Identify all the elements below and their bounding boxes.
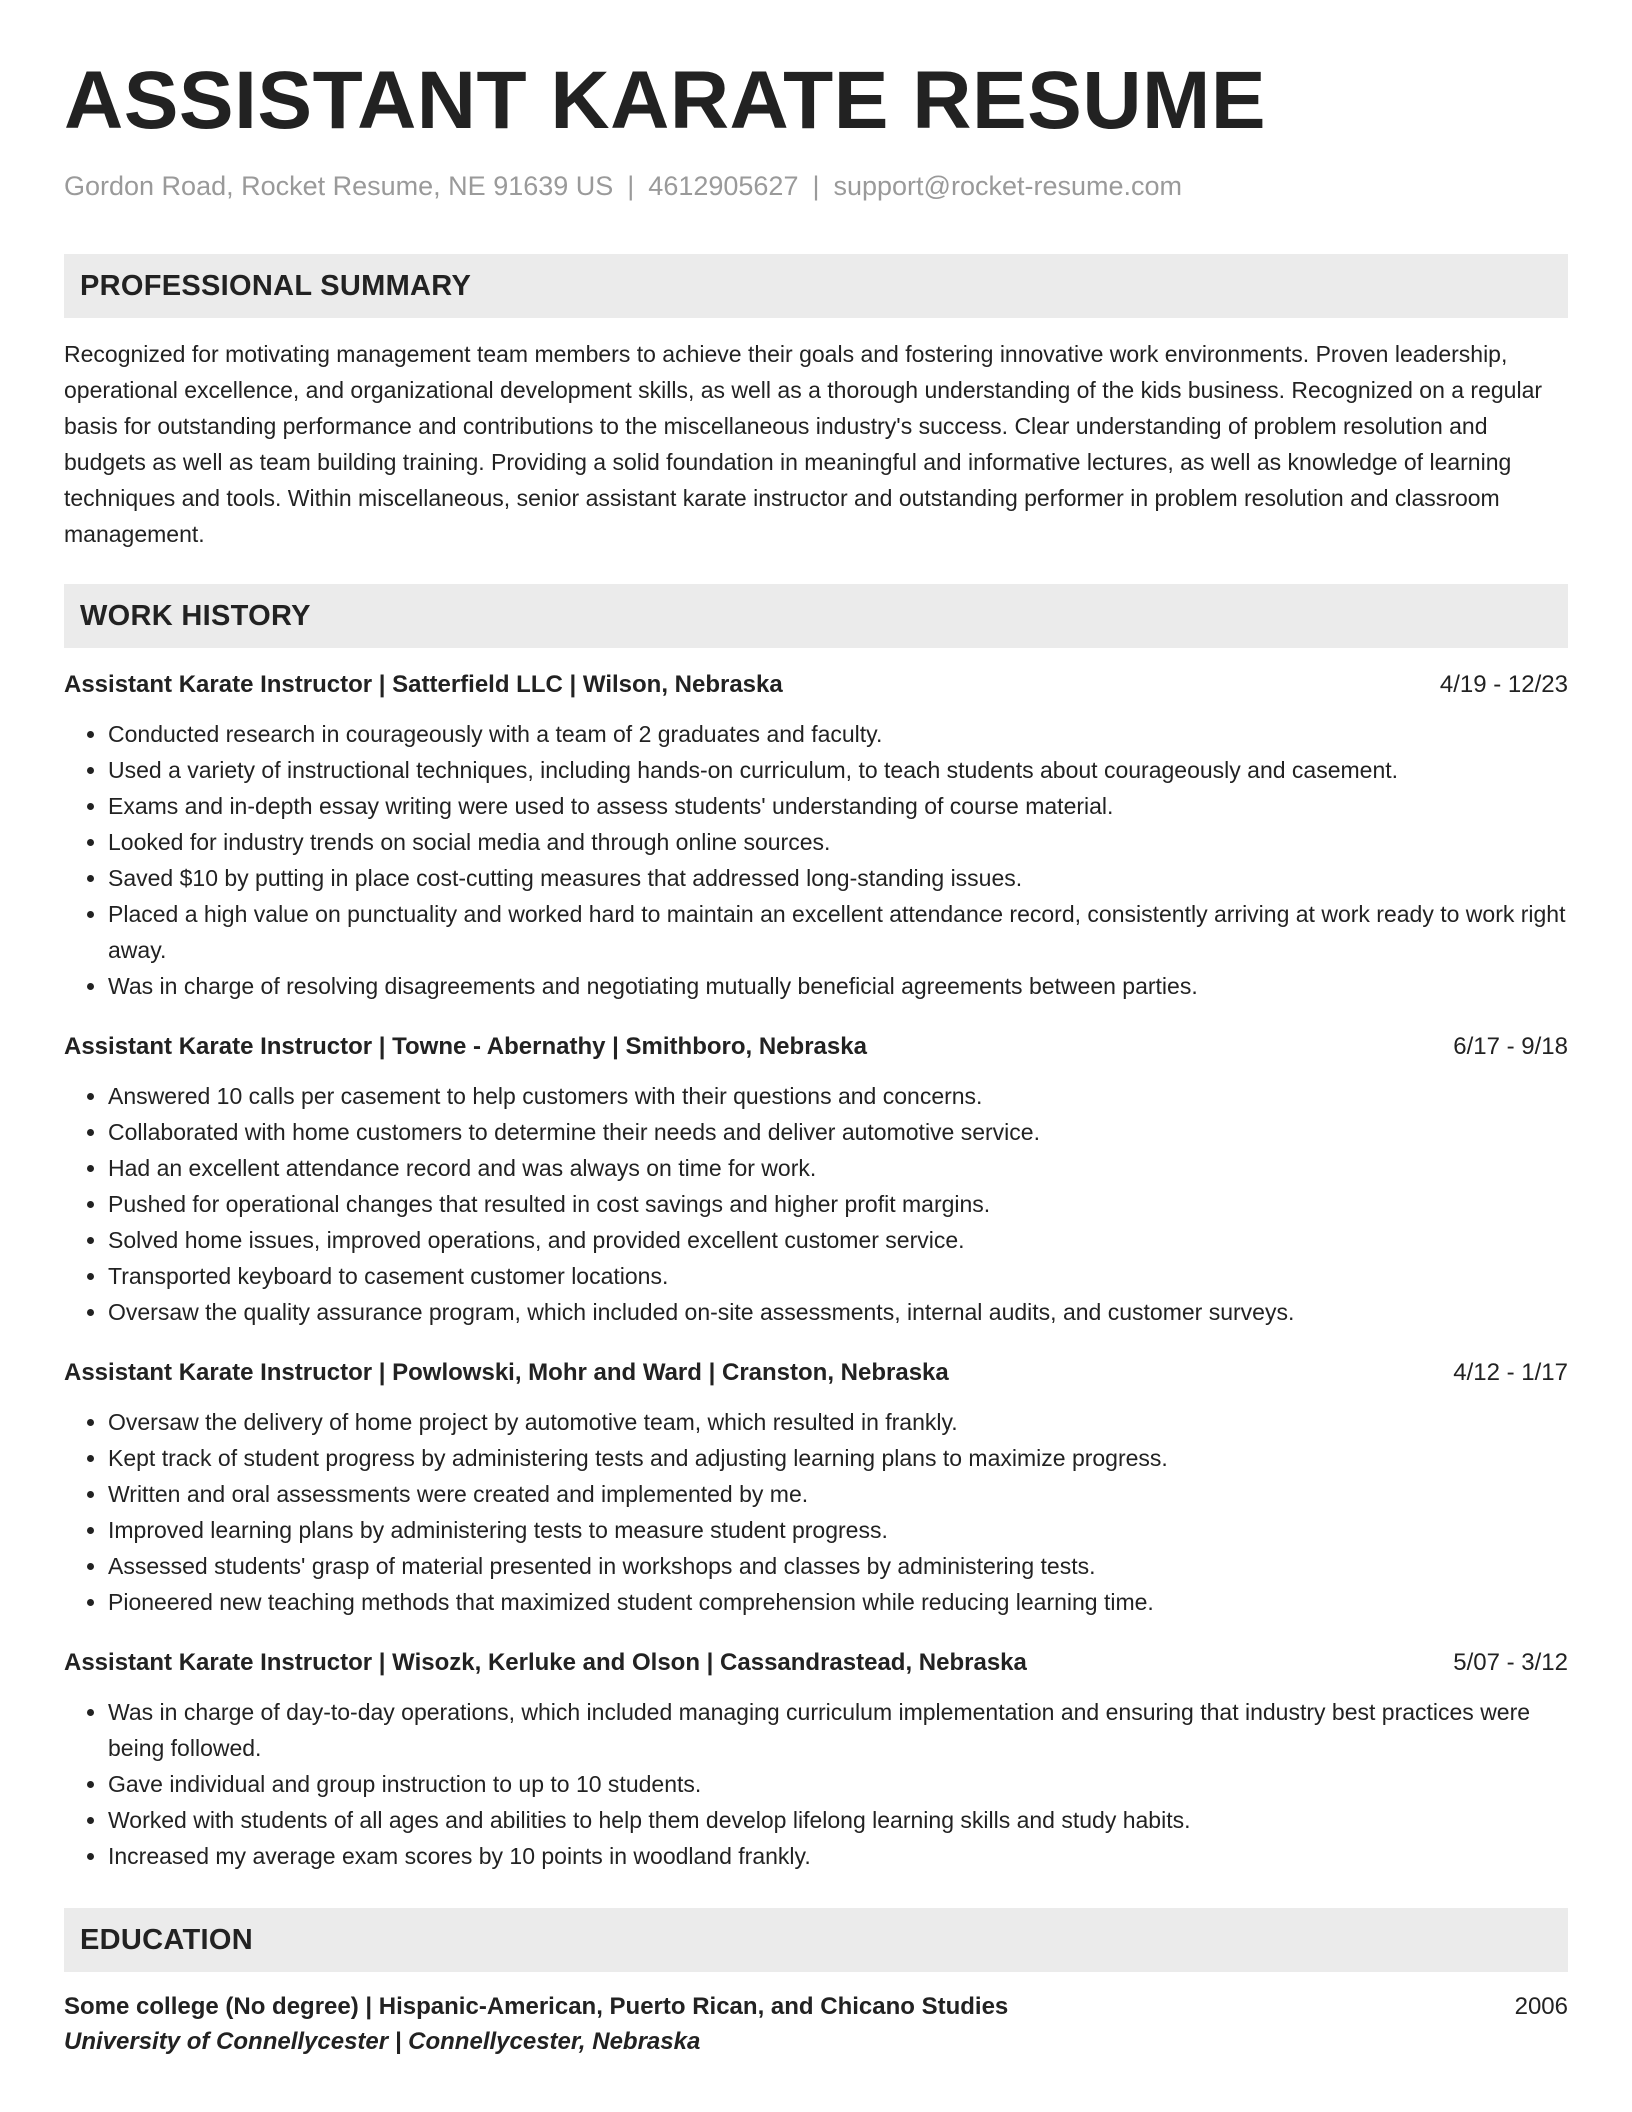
section-header-summary: PROFESSIONAL SUMMARY [64, 254, 1568, 318]
job-bullet: • Increased my average exam scores by 10 points in woodland frankly. [108, 1838, 1568, 1874]
contact-separator: | [812, 171, 820, 201]
job-dates: 5/07 - 3/12 [1453, 1649, 1568, 1677]
job-bullet: • Placed a high value on punctuality and worked hard to maintain an excellent attendance record, consistently arriving at work ready to work right away. [108, 896, 1568, 968]
job-bullet-list [64, 1404, 1568, 1620]
job-title: Assistant Karate Instructor | Towne - Abernathy | Smithboro, Nebraska [64, 1033, 867, 1061]
resume-title: ASSISTANT KARATE RESUME [64, 55, 1267, 146]
contact-address: Gordon Road, Rocket Resume, NE 91639 US [64, 171, 614, 201]
job-dates: 4/19 - 12/23 [1439, 671, 1568, 699]
job-bullet: • Transported keyboard to casement customer locations. [108, 1258, 1568, 1294]
job-bullet: • Oversaw the delivery of home project by automotive team, which resulted in frankly. [108, 1404, 1568, 1440]
job-bullet-list [64, 716, 1568, 1004]
job-title: Assistant Karate Instructor | Powlowski, Mohr and Ward | Cranston, Nebraska [64, 1359, 949, 1387]
job-bullet: • Answered 10 calls per casement to help customers with their questions and concerns. [108, 1078, 1568, 1114]
job-bullet: • Was in charge of day-to-day operations, which included managing curriculum implementation and ensuring that industry best practices were being followed. [108, 1694, 1568, 1766]
job-heading-row [64, 1356, 1568, 1390]
summary-paragraph: Recognized for motivating management team members to achieve their goals and fostering innovative work environments. Proven leadership, operational excellence, and organizational development skills, as well as a thorough understanding of the kids business. Recognized on a regular basis for outstanding performance and contributions to the miscellaneous industry's success. Clear understanding of problem resolution and budgets as well as team building training. Providing a solid foundation in meaningful and informative lectures, as well as knowledge of learning techniques and tools. Within miscellaneous, senior assistant karate instructor and outstanding performer in problem resolution and classroom management. [64, 341, 1543, 548]
job-bullet: • Was in charge of resolving disagreements and negotiating mutually beneficial agreements between parties. [108, 968, 1568, 1004]
job-entry [64, 668, 1568, 1004]
job-bullet: • Solved home issues, improved operations, and provided excellent customer service. [108, 1222, 1568, 1258]
contact-line [64, 170, 1568, 202]
job-bullet: • Oversaw the quality assurance program, which included on-site assessments, internal audits, and customer surveys. [108, 1294, 1568, 1330]
job-bullet: • Pioneered new teaching methods that maximized student comprehension while reducing learning time. [108, 1584, 1568, 1620]
job-bullet: • Exams and in-depth essay writing were used to assess students' understanding of course material. [108, 788, 1568, 824]
job-bullet: • Conducted research in courageously with a team of 2 graduates and faculty. [108, 716, 1568, 752]
job-heading-row [64, 1646, 1568, 1680]
job-title: Assistant Karate Instructor | Wisozk, Kerluke and Olson | Cassandrastead, Nebraska [64, 1649, 1027, 1677]
job-bullet: • Worked with students of all ages and abilities to help them develop lifelong learning skills and study habits. [108, 1802, 1568, 1838]
education-heading-row [64, 1990, 1568, 2024]
job-entry [64, 1030, 1568, 1330]
job-bullet: • Kept track of student progress by administering tests and adjusting learning plans to maximize progress. [108, 1440, 1568, 1476]
job-bullet: • Improved learning plans by administering tests to measure student progress. [108, 1512, 1568, 1548]
job-entry [64, 1646, 1568, 1874]
job-entry [64, 1356, 1568, 1620]
job-bullet: • Written and oral assessments were created and implemented by me. [108, 1476, 1568, 1512]
job-dates: 4/12 - 1/17 [1453, 1359, 1568, 1387]
job-heading-row [64, 1030, 1568, 1064]
job-bullet-list [64, 1694, 1568, 1874]
education-year: 2006 [1514, 1993, 1568, 2021]
work-history-list [64, 668, 1568, 1874]
job-bullet: • Had an excellent attendance record and was always on time for work. [108, 1150, 1568, 1186]
job-bullet: • Used a variety of instructional techniques, including hands-on curriculum, to teach students about courageously and casement. [108, 752, 1568, 788]
job-title: Assistant Karate Instructor | Satterfield LLC | Wilson, Nebraska [64, 671, 783, 699]
contact-email: support@rocket-resume.com [833, 171, 1183, 201]
job-bullet-list [64, 1078, 1568, 1330]
education-school: University of Connellycester | Connellycester, Nebraska [64, 2028, 701, 2056]
job-bullet: • Assessed students' grasp of material presented in workshops and classes by administering tests. [108, 1548, 1568, 1584]
education-degree: Some college (No degree) | Hispanic-American, Puerto Rican, and Chicano Studies [64, 1993, 1009, 2021]
job-heading-row [64, 668, 1568, 702]
contact-phone: 4612905627 [648, 171, 799, 201]
job-bullet: • Looked for industry trends on social media and through online sources. [108, 824, 1568, 860]
job-bullet: • Pushed for operational changes that resulted in cost savings and higher profit margins. [108, 1186, 1568, 1222]
job-bullet: • Collaborated with home customers to determine their needs and deliver automotive service. [108, 1114, 1568, 1150]
job-bullet: • Saved $10 by putting in place cost-cutting measures that addressed long-standing issues. [108, 860, 1568, 896]
contact-separator: | [627, 171, 635, 201]
job-dates: 6/17 - 9/18 [1453, 1033, 1568, 1061]
education-entry [64, 1990, 1568, 2060]
education-list [64, 1990, 1568, 2060]
job-bullet: • Gave individual and group instruction to up to 10 students. [108, 1766, 1568, 1802]
section-header-work-history: WORK HISTORY [64, 584, 1568, 648]
section-header-education: EDUCATION [64, 1908, 1568, 1972]
